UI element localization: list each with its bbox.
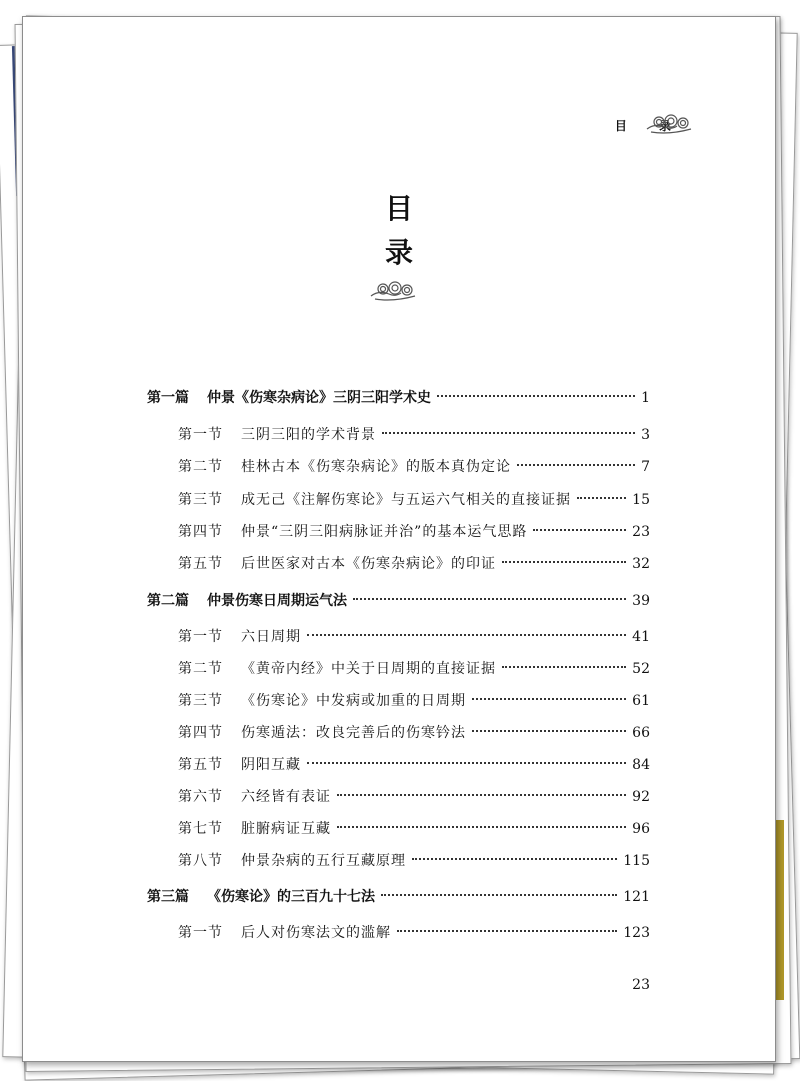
toc-section-row[interactable] (178, 690, 650, 712)
toc-label: 第五节 (178, 757, 223, 773)
cloud-scroll-icon (369, 279, 419, 303)
toc-section-row[interactable] (178, 658, 650, 680)
toc-label: 第四节 (178, 524, 223, 540)
title-char: 目 (384, 192, 413, 225)
dot-leader (472, 730, 626, 732)
toc-entry-title: 《伤寒论》的三百九十七法 (207, 889, 375, 905)
toc-section-row[interactable] (178, 922, 650, 944)
dot-leader (502, 561, 626, 563)
toc-label: 第三节 (178, 492, 223, 508)
dot-leader (337, 794, 626, 796)
toc-entry-title: 脏腑病证互藏 (241, 821, 331, 837)
toc-section-row[interactable] (178, 456, 650, 478)
toc-page-number: 96 (632, 821, 650, 837)
toc-label: 第四节 (178, 725, 223, 741)
toc-label: 第三篇 (147, 889, 189, 905)
toc-label: 第一节 (178, 629, 223, 645)
page-number: 23 (632, 977, 650, 993)
toc-page-number: 23 (632, 524, 650, 540)
toc-entry-title: 六日周期 (241, 629, 301, 645)
toc-label: 第二节 (178, 459, 223, 475)
toc-entry-title: 《伤寒论》中发病或加重的日周期 (241, 693, 466, 709)
toc-page-number: 41 (632, 629, 650, 645)
toc-page-number: 32 (632, 556, 650, 572)
toc-entry-title: 成无己《注解伤寒论》与五运六气相关的直接证据 (241, 492, 571, 508)
toc-label: 第六节 (178, 789, 223, 805)
dot-leader (381, 894, 617, 896)
toc-label: 第八节 (178, 853, 223, 869)
toc-page-number: 39 (632, 593, 650, 609)
toc-entry-title: 《黄帝内经》中关于日周期的直接证据 (241, 661, 496, 677)
dot-leader (397, 930, 617, 932)
toc-entry-title: 仲景“三阴三阳病脉证并治”的基本运气思路 (241, 524, 528, 540)
dot-leader (533, 529, 626, 531)
toc-page-number: 121 (623, 889, 650, 905)
toc-label: 第一节 (178, 925, 223, 941)
toc-label: 第二节 (178, 661, 223, 677)
toc-page-number: 92 (632, 789, 650, 805)
toc-label: 第一节 (178, 427, 223, 443)
toc-section-row[interactable] (178, 818, 650, 840)
toc-page-number: 3 (641, 427, 650, 443)
toc-section-row[interactable] (178, 754, 650, 776)
dot-leader (412, 858, 617, 860)
toc-section-row[interactable] (178, 521, 650, 543)
stack-edge-gold (776, 820, 784, 1000)
toc-entry-title: 后世医家对古本《伤寒杂病论》的印证 (241, 556, 496, 572)
dot-leader (517, 464, 635, 466)
dot-leader (437, 395, 635, 397)
dot-leader (307, 634, 626, 636)
toc-label: 第一篇 (147, 390, 189, 406)
dot-leader (577, 497, 626, 499)
toc-section-row[interactable] (178, 786, 650, 808)
toc-entry-title: 伤寒遁法：改良完善后的伤寒钤法 (241, 725, 466, 741)
toc-section-row[interactable] (178, 626, 650, 648)
toc-label: 第五节 (178, 556, 223, 572)
toc-entry-title: 后人对伤寒法文的滥解 (241, 925, 391, 941)
toc-section-row[interactable] (178, 722, 650, 744)
toc-page-number: 15 (632, 492, 650, 508)
toc-section-row[interactable] (178, 424, 650, 446)
toc-page-number: 1 (641, 390, 650, 406)
toc-page-number: 52 (632, 661, 650, 677)
toc-entry-title: 三阴三阳的学术背景 (241, 427, 376, 443)
toc-section-row[interactable] (178, 850, 650, 872)
title-char: 录 (384, 236, 413, 269)
toc-part-row[interactable] (147, 886, 650, 908)
toc-entry-title: 阴阳互藏 (241, 757, 301, 773)
toc-section-row[interactable] (178, 553, 650, 575)
toc-label: 第二篇 (147, 593, 189, 609)
toc-part-row[interactable] (147, 590, 650, 612)
running-head: 目 录 (614, 119, 685, 133)
dot-leader (307, 762, 626, 764)
cloud-scroll-icon (645, 113, 695, 135)
dot-leader (382, 432, 635, 434)
toc-entry-title: 仲景杂病的五行互藏原理 (241, 853, 406, 869)
toc-page-number: 84 (632, 757, 650, 773)
dot-leader (502, 666, 626, 668)
toc-entry-title: 仲景伤寒日周期运气法 (207, 593, 347, 609)
toc-entry-title: 六经皆有表证 (241, 789, 331, 805)
dot-leader (472, 698, 626, 700)
toc-section-row[interactable] (178, 489, 650, 511)
toc-entry-title: 桂林古本《伤寒杂病论》的版本真伪定论 (241, 459, 511, 475)
toc-entry-title: 仲景《伤寒杂病论》三阴三阳学术史 (207, 390, 431, 406)
toc-label: 第七节 (178, 821, 223, 837)
dot-leader (353, 598, 626, 600)
toc-page-number: 123 (623, 925, 650, 941)
toc-page-number: 115 (623, 853, 650, 869)
toc-page-number: 66 (632, 725, 650, 741)
toc-page-number: 61 (632, 693, 650, 709)
toc-page-number: 7 (641, 459, 650, 475)
dot-leader (337, 826, 626, 828)
toc-label: 第三节 (178, 693, 223, 709)
page-title (23, 187, 775, 275)
book-page (22, 16, 776, 1062)
toc-part-row[interactable] (147, 387, 650, 409)
